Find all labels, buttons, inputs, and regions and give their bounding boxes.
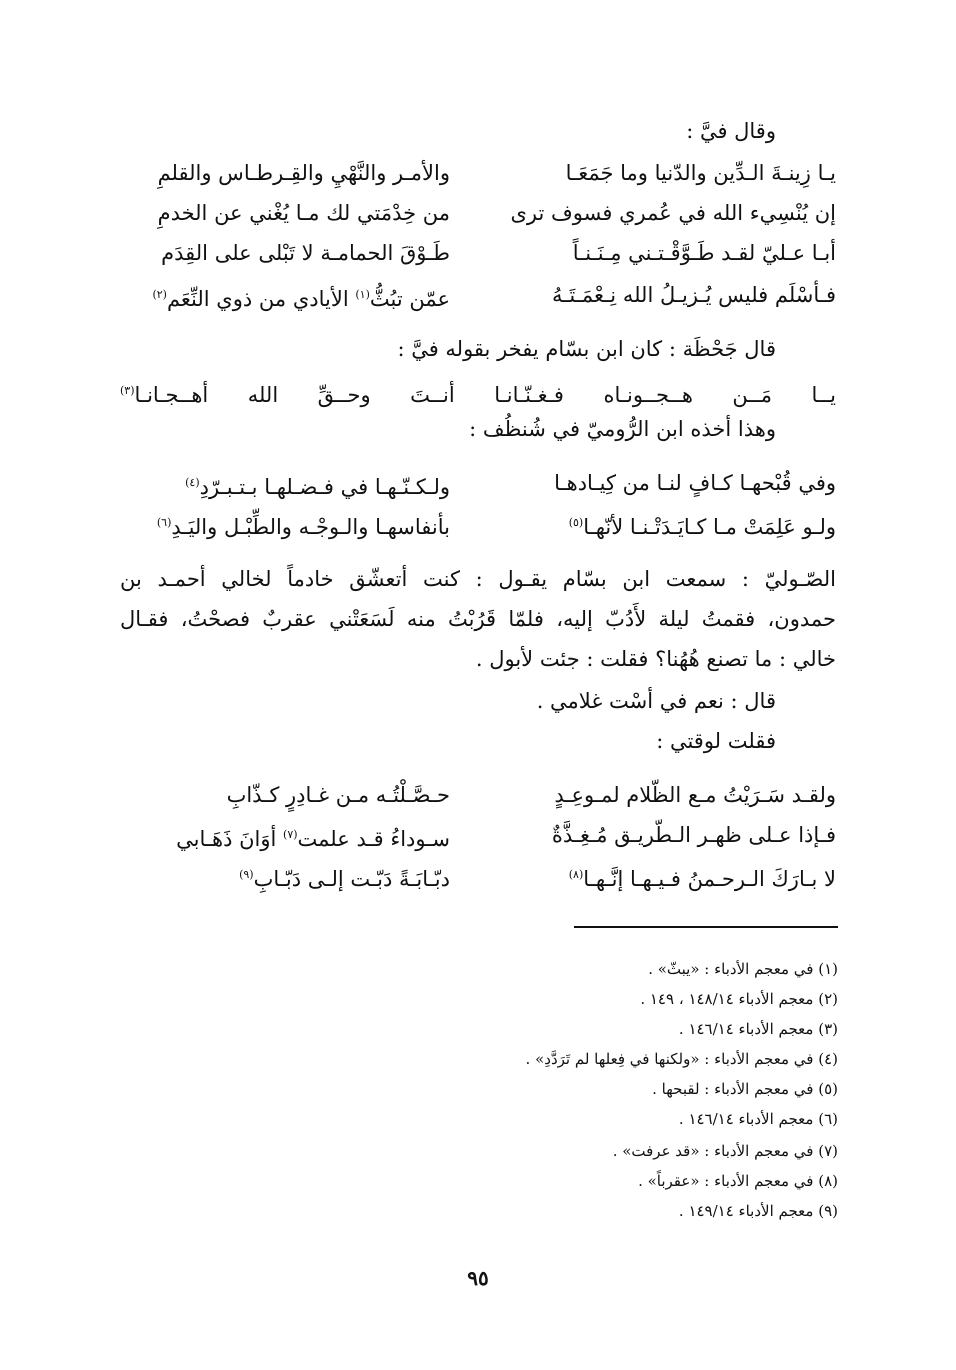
footnote-marker: (٤)	[185, 476, 200, 489]
poem1-verse-1	[0, 156, 956, 190]
poem4-verse-1	[0, 778, 956, 812]
hemistich-first: إن يُنْسِيء الله في عُمري فسوف ترى	[510, 201, 836, 225]
footnote-marker: (٧)	[283, 828, 298, 841]
hemistich-first: وفي قُبْحهـا كـافٍ لنـا من كِيـادهـا	[554, 471, 836, 495]
hemistich-second	[120, 818, 450, 856]
poem1-verse-2	[0, 196, 956, 230]
hemistich-second	[120, 278, 450, 316]
hemistich-text: بأنفاسهـا والـوجْـه والطِّبْـل واليَـدِ	[171, 515, 450, 539]
hemistich-second: من خِدْمَتي لك مـا يُغْني عن الخدمِ	[157, 201, 450, 225]
hemistich-text: ولـو عَلِمَتْ مـا كـايَـدَتْـنـا لأنّهـا	[583, 515, 836, 539]
footnote-8: (٨) في معجم الأدباء : «عقرباً» .	[638, 1172, 838, 1190]
footnote-2: (٢) معجم الأدباء ١٤٨/١٤ ، ١٤٩ .	[640, 990, 838, 1008]
footnote-marker: (٨)	[568, 868, 584, 881]
footnote-1: (١) في معجم الأدباء : «يبثّ» .	[648, 960, 838, 978]
hemistich-text: الأيادي من ذوي النِّعَم	[166, 287, 356, 311]
paragraph-line-1: الصّـوليّ : سمعت ابن بسّام يقـول : كنت أتعشّق خادماً لخالي أحمـد بن	[120, 567, 836, 591]
verse-body: يــا مَــن هــجــونـاه فـغـنّـانـا أنــتَ وحــقِّ الله أهــجـانـا	[134, 383, 836, 407]
line-then-said: فقلت لوقتي :	[656, 729, 776, 753]
footnote-marker: (١)	[355, 288, 370, 301]
hemistich-second: والأمـر والنَّهْيِ والقِـرطـاس والقلمِ	[157, 161, 450, 185]
poem1-verse-4	[0, 278, 956, 312]
intro-line-1: وقال فيَّ :	[686, 119, 776, 143]
hemistich-second	[120, 858, 450, 896]
hemistich-text: ولـكـنّـهـا في فـضـلهـا بـتـبـرّدِ	[199, 475, 450, 499]
hemistich-first	[500, 858, 836, 896]
verse-2	[0, 374, 956, 408]
hemistich-first: ولقـد سَـرَيْتُ مـع الظّلام لمـوعِـدٍ	[554, 783, 836, 807]
hemistich-text: دبّـابَـةً دَبّـت إلـى دَبّـابِ	[253, 867, 450, 891]
footnote-marker: (٣)	[120, 384, 135, 397]
footnote-4: (٤) في معجم الأدباء : «ولكنها في فِعلها لم تَرَدَّدِ» .	[525, 1050, 838, 1068]
poem3-verse-2	[0, 506, 956, 540]
hemistich-second: طَـوْقَ الحمامـة لا تَبْلى على القِدَم	[161, 241, 450, 265]
hemistich-first	[500, 506, 836, 544]
footnote-marker: (٢)	[152, 288, 167, 301]
hemistich-text: سـوداءُ قـد علمت	[297, 827, 450, 851]
verse-text	[120, 374, 836, 412]
footnote-3: (٣) معجم الأدباء ١٤٦/١٤ .	[678, 1020, 838, 1038]
line-said: قال : نعم في أسْت غلامي .	[536, 689, 776, 713]
intro-line-3: وهذا أخذه ابن الرُّوميّ في شُنظُف :	[469, 417, 776, 441]
paragraph-line-2: حمدون، فقمتُ ليلة لأَدُبّ إليه، فلمّا قَرُبْتُ منه لَسَعَتْني عقربٌ فصحْتُ، فقـال	[120, 607, 836, 631]
hemistich-first: يـا زِينـةَ الـدِّين والدّنيا وما جَمَعَـا	[565, 161, 836, 185]
poem4-verse-2	[0, 818, 956, 852]
hemistich-second	[120, 506, 450, 544]
poem3-verse-1	[0, 466, 956, 500]
footnote-7: (٧) في معجم الأدباء : «قد عرفت» .	[612, 1142, 838, 1160]
page-number: ٩٥	[467, 1266, 489, 1290]
hemistich-first: فـإذا عـلى ظهـر الـطّريـق مُـغِـذَّةٌ	[551, 823, 836, 847]
hemistich-text: عمّن تبُثُّ	[369, 287, 450, 311]
hemistich-second	[120, 466, 450, 504]
footnote-6: (٦) معجم الأدباء ١٤٦/١٤ .	[678, 1110, 838, 1128]
footnote-5: (٥) في معجم الأدباء : لقبحها .	[652, 1080, 838, 1098]
footnote-marker: (٩)	[239, 868, 254, 881]
footnote-marker: (٦)	[156, 516, 172, 529]
footnote-9: (٩) معجم الأدباء ١٤٩/١٤ .	[678, 1202, 838, 1220]
hemistich-text: لا بـارَكَ الـرحـمنُ فـيـهـا إنَّـهـا	[583, 867, 836, 891]
intro-line-2: قال جَحْظَة : كان ابن بسّام يفخر بقوله فيَّ :	[397, 337, 776, 361]
hemistich-first: أبـا عـليّ لقـد طَـوَّقْـتـني مِـنَـنـاً	[572, 241, 836, 265]
footnote-marker: (٥)	[568, 516, 584, 529]
poem4-verse-3	[0, 858, 956, 892]
hemistich-text: أوَانَ ذَهَـابي	[176, 827, 284, 851]
paragraph-line-3: خالي : ما تصنع هُهُنا؟ فقلت : جئت لأبول .	[475, 647, 836, 671]
poem1-verse-3	[0, 236, 956, 270]
footnote-divider	[574, 926, 838, 928]
hemistich-first: فـأسْلَم فليس يُـزيـلُ الله نِـعْمَـتَـهُ	[551, 283, 836, 307]
hemistich-second: حـصَّـلْتُـه مـن غـادِرٍ كـذّابِ	[226, 783, 450, 807]
